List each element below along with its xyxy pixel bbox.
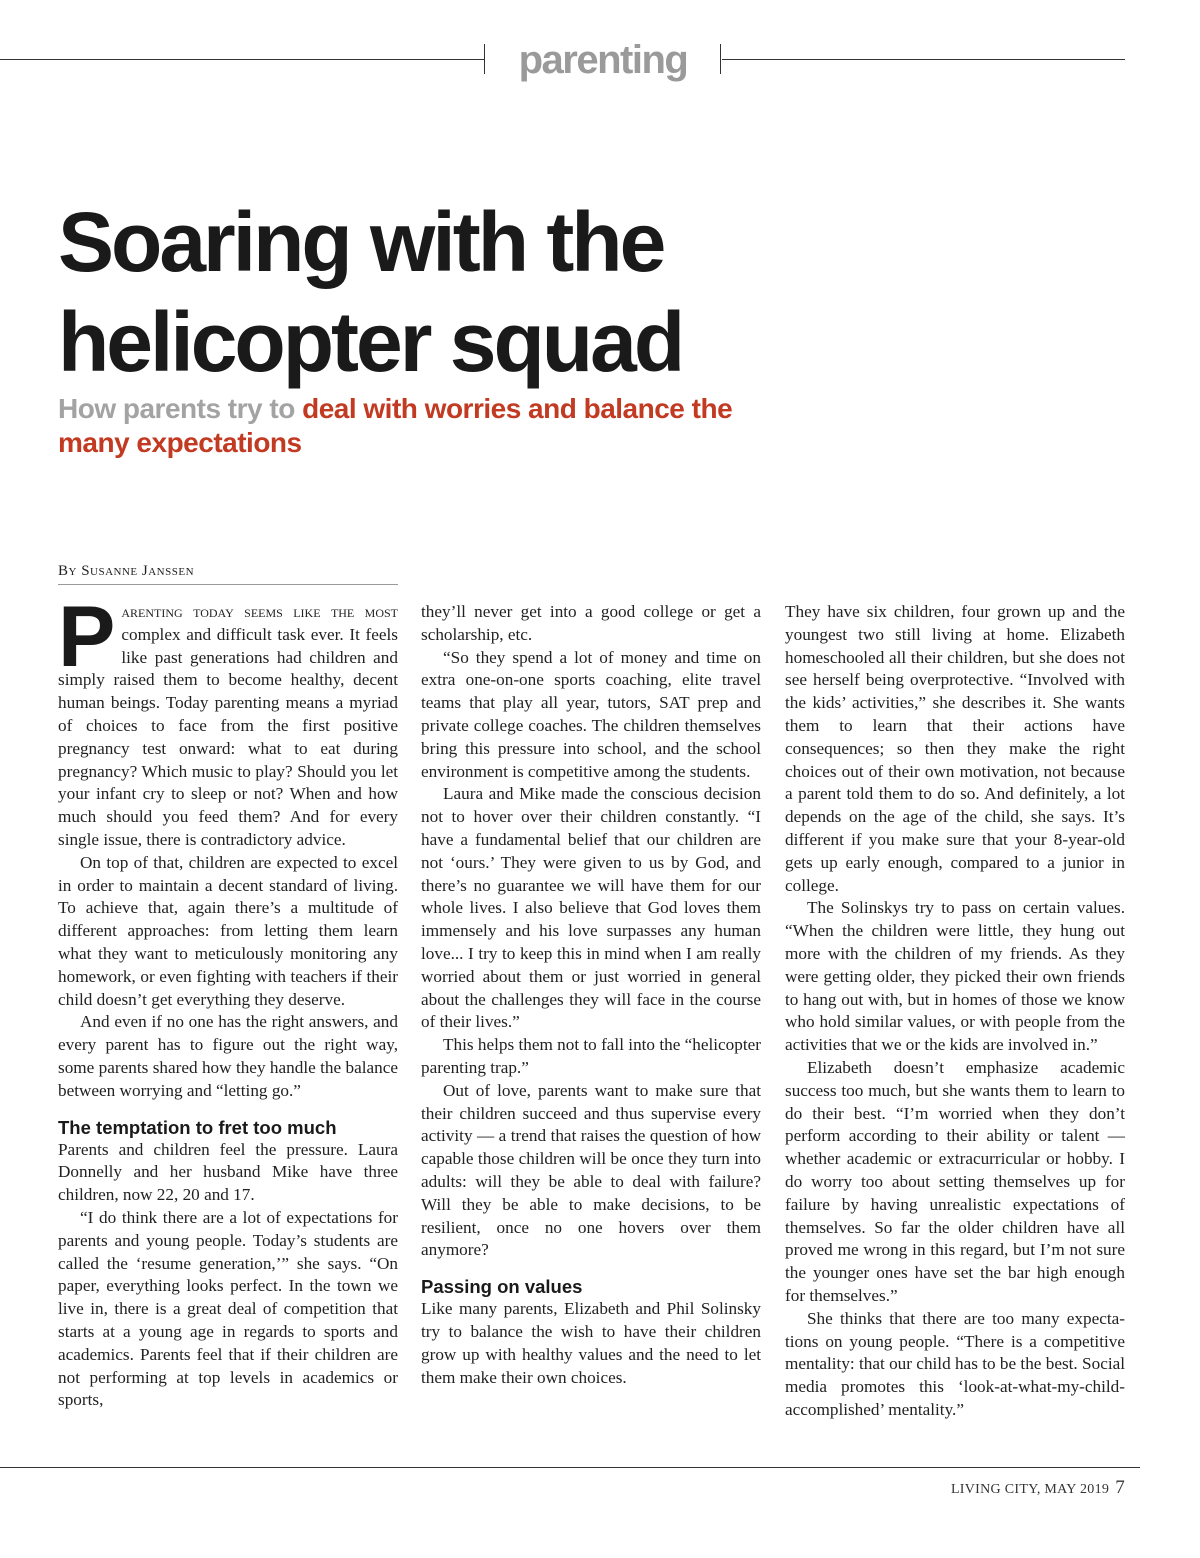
column-1 (58, 589, 398, 1412)
subhead-red: deal with worries and balance the many expectations (58, 393, 733, 458)
lead-smallcaps: arenting today seems like the most (121, 602, 398, 621)
paragraph: The Solinskys try to pass on certain values. “When the children were little, they hung out more with the children of my friends. As they were getting older, they picked their own friends to hang out with, but in homes of those we know who hold similar values, or with people from the activities that we or the kids are involved in.” (785, 898, 1125, 1055)
paragraph: they’ll never get into a good college or get a scholarship, etc. (421, 602, 761, 644)
paragraph: This helps them not to fall into the “helicopter parenting trap.” (421, 1035, 761, 1077)
lead-rest: complex and difficult task ever. It feels like past generations had children and simply raised them to become healthy, decent human beings. Today parenting means a myriad of choices to face from the first positive pregnancy test onward: what to eat during pregnancy? Which music to play? Should you let your infant cry to sleep or not? When and how much should you feed them? And for every single issue, there is contradictory advice. (58, 624, 398, 849)
page-footer (951, 1477, 1125, 1499)
paragraph: They have six children, four grown up and the youngest two still living at home. Elizabeth homeschooled all their children, but she does not see herself being overprotective. “Involved with the kids’ activities,” she describes it. She wants them to learn that their actions have consequences; so then they make the right choices out of their own motivation, not because a parent told them to do so. And definitely, a lot depends on the age of the child, she says. It’s different if you make sure that your 8-year-old gets up early enough, compared to a junior in college. (785, 602, 1125, 895)
header-rule-left (0, 59, 484, 60)
header-rule-right (722, 59, 1125, 60)
paragraph: On top of that, children are expected to excel in order to maintain a decent standard of living. To achieve that, again there’s a multitude of different approaches: from letting them learn what they want to meticulously monitoring any homework, or even fighting with teachers if their child doesn’t get everything they deserve. (58, 852, 398, 1009)
header-tick-right (720, 44, 721, 74)
page-number: 7 (1115, 1477, 1125, 1498)
subhead-gray: How parents try to (58, 393, 295, 424)
subheading-values: Passing on values (421, 1276, 583, 1298)
footer-rule (0, 1467, 1140, 1468)
paragraph: Like many parents, Elizabeth and Phil Solinsky try to balance the wish to have their children grow up with healthy values and the need to let them make their own choices. (421, 1299, 761, 1387)
byline: By Susanne Janssen (58, 563, 398, 585)
header-tick-left (484, 44, 485, 74)
paragraph: Elizabeth doesn’t emphasize academic success too much, but she wants them to learn to do their best. “I’m worried when they don’t perform according to their ability or talent — whether academic or extracurricular or hobby. I do worry too about setting themselves up for failure by having unrealistic expectations of themselves. So far the older children have all proved me wrong in this regard, but I’m not sure the younger ones have set the bar high enough for themselves.” (785, 1057, 1125, 1305)
paragraph: Parents and children feel the pressure. Laura Donnelly and her husband Mike have three children, now 22, 20 and 17. (58, 1139, 398, 1205)
column-3 (785, 601, 1125, 1422)
paragraph: And even if no one has the right answers, and every parent has to figure out the right way, some parents shared how they handle the balance between worrying and “letting go.” (58, 1012, 398, 1100)
paragraph: Out of love, parents want to make sure that their children succeed and thus supervise every activity — a trend that raises the question of how capable those children will be once they turn into adults: will they be able to deal with failure? Will they be able to make decisions, to be resilient, once no one hovers over them anymore? (421, 1080, 761, 1260)
article-headline: Soaring with the helicopter squad (58, 195, 683, 389)
drop-cap: P (58, 589, 116, 685)
paragraph: “So they spend a lot of money and time on extra one-on-one sports coaching, elite travel teams that play all year, tutors, SAT prep and private college coaches. The children themselves bring this pressure into school, and the school environment is competitive among the students. (421, 647, 761, 781)
paragraph: She thinks that there are too many expectations on young people. “There is a competitive mentality: that our child has to be the best. Social media promotes this ‘look-at-what-my-child-accomplished’ mentality.” (785, 1308, 1125, 1419)
paragraph: “I do think there are a lot of expectations for parents and young people. Today’s students are called the ‘resume generation,’” she says. “On paper, everything looks perfect. In the town we live in, there is a great deal of competition that starts at a young age in regards to sports and academics. Parents feel that if their children are not performing at top levels in academics or sports, (58, 1207, 398, 1410)
lead-paragraph (58, 589, 398, 852)
article-subhead (58, 392, 758, 460)
section-label: parenting (518, 38, 688, 82)
subheading-temptation: The temptation to fret too much (58, 1116, 337, 1138)
column-2 (421, 601, 761, 1389)
paragraph: Laura and Mike made the conscious decision not to hover over their children constantly. “I have a fundamental belief that our children are not ‘ours.’ They were given to us by God, and there’s no guarantee we will have them for our whole lives. I also believe that God loves them immensely and his love surpasses any human love... I try to keep this in mind when I am really worried about them or just worried in general about the challenges they will face in the course of their lives.” (421, 784, 761, 1032)
publication-info: LIVING CITY, MAY 2019 (950, 1482, 1110, 1497)
